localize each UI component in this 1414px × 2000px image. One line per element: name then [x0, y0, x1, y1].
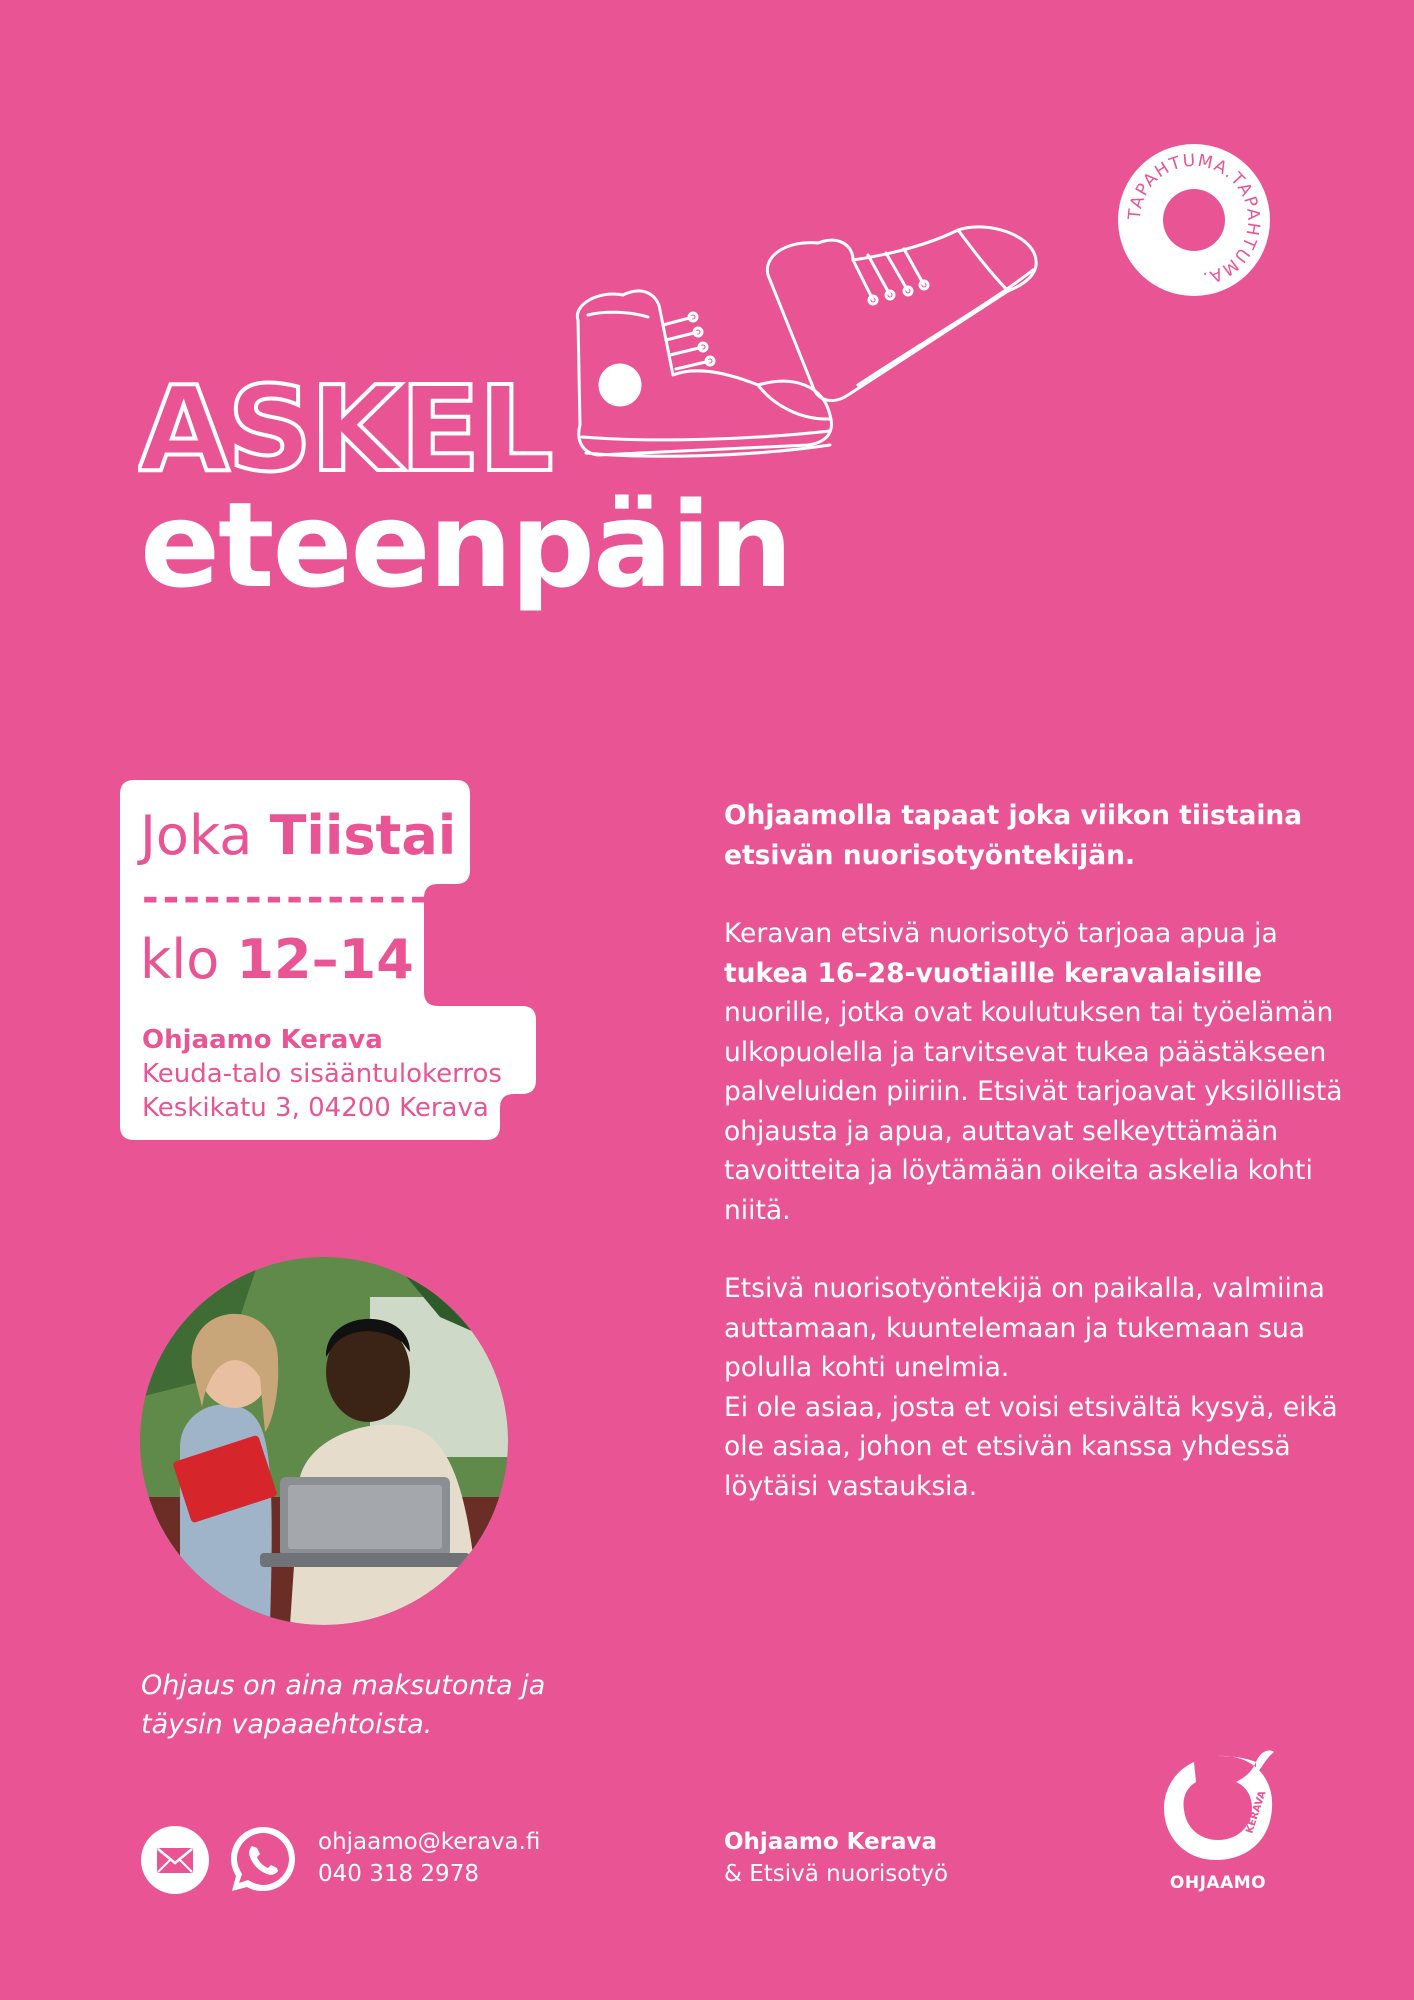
schedule-day-value: Tiistai — [269, 804, 457, 867]
support-text-b: Ei ole asiaa, josta et voisi etsivältä kysyä, eikä ole asiaa, johon et etsivän kanssa yhdessä löytäisi vastauksia. — [724, 1391, 1338, 1502]
footer-org-name: Ohjaamo Kerava — [724, 1829, 938, 1855]
contact-info — [318, 1826, 540, 1890]
whatsapp-icon[interactable] — [228, 1824, 298, 1894]
schedule-divider: -------------- — [142, 875, 431, 921]
email-icon[interactable] — [141, 1826, 209, 1894]
title-askel-text: ASKEL — [138, 372, 552, 482]
schedule-time-value: 12–14 — [236, 928, 414, 991]
contact-phone[interactable]: 040 318 2978 — [318, 1861, 479, 1887]
free-note-line2: täysin vapaaehtoista. — [141, 1709, 433, 1741]
badge-text: TAPAHTUMA.TAPAHTUMA. — [1124, 150, 1264, 289]
students-photo — [140, 1257, 508, 1625]
venue-name: Ohjaamo Kerava — [142, 1025, 383, 1055]
schedule-card — [118, 780, 538, 1140]
body-text — [724, 796, 1364, 1506]
service-text-a: Keravan etsivä nuorisotyö tarjoaa apua ja — [724, 918, 1278, 949]
schedule-day — [140, 804, 456, 869]
service-paragraph — [724, 914, 1364, 1230]
logo-wordmark: OHJAAMO — [1169, 1873, 1267, 1893]
schedule-day-prefix: Joka — [140, 804, 253, 867]
schedule-time — [140, 928, 414, 993]
event-badge — [1116, 142, 1272, 298]
intro-paragraph: Ohjaamolla tapaat joka viikon tiistaina etsivän nuorisotyöntekijän. — [724, 800, 1303, 871]
title-askel — [138, 372, 558, 482]
sneakers-illustration — [568, 225, 1048, 475]
title-eteenpain: eteenpäin — [140, 476, 792, 614]
support-paragraph — [724, 1269, 1364, 1506]
venue-address-line2: Keskikatu 3, 04200 Kerava — [142, 1093, 489, 1123]
contact-email[interactable]: ohjaamo@kerava.fi — [318, 1829, 541, 1855]
free-note-line1: Ohjaus on aina maksutonta ja — [141, 1670, 546, 1701]
service-text-bold: tukea 16–28-vuotiaille keravalaisille — [724, 957, 1262, 989]
schedule-time-prefix: klo — [140, 928, 220, 991]
venue-address-line1: Keuda-talo sisääntulokerros — [142, 1059, 502, 1089]
footer-org-sub: & Etsivä nuorisotyö — [724, 1861, 949, 1887]
free-note — [141, 1666, 601, 1744]
ohjaamo-logo — [1156, 1748, 1280, 1898]
footer-organization — [724, 1826, 948, 1890]
support-text-a: Etsivä nuorisotyöntekijä on paikalla, valmiina auttamaan, kuuntelemaan ja tukemaan sua polulla kohti unelmia. — [724, 1273, 1325, 1383]
logo-city: KERAVA — [1244, 1789, 1269, 1835]
service-text-b: nuorille, jotka ovat koulutuksen tai työelämän ulkopuolella ja tarvitsevat tukea päästäkseen palveluiden piiriin. Etsivät tarjoavat yksilöllistä ohjausta ja apua, auttavat selkeyttämään tavoitteita ja löytämään oikeita askelia kohti niitä. — [724, 997, 1343, 1226]
